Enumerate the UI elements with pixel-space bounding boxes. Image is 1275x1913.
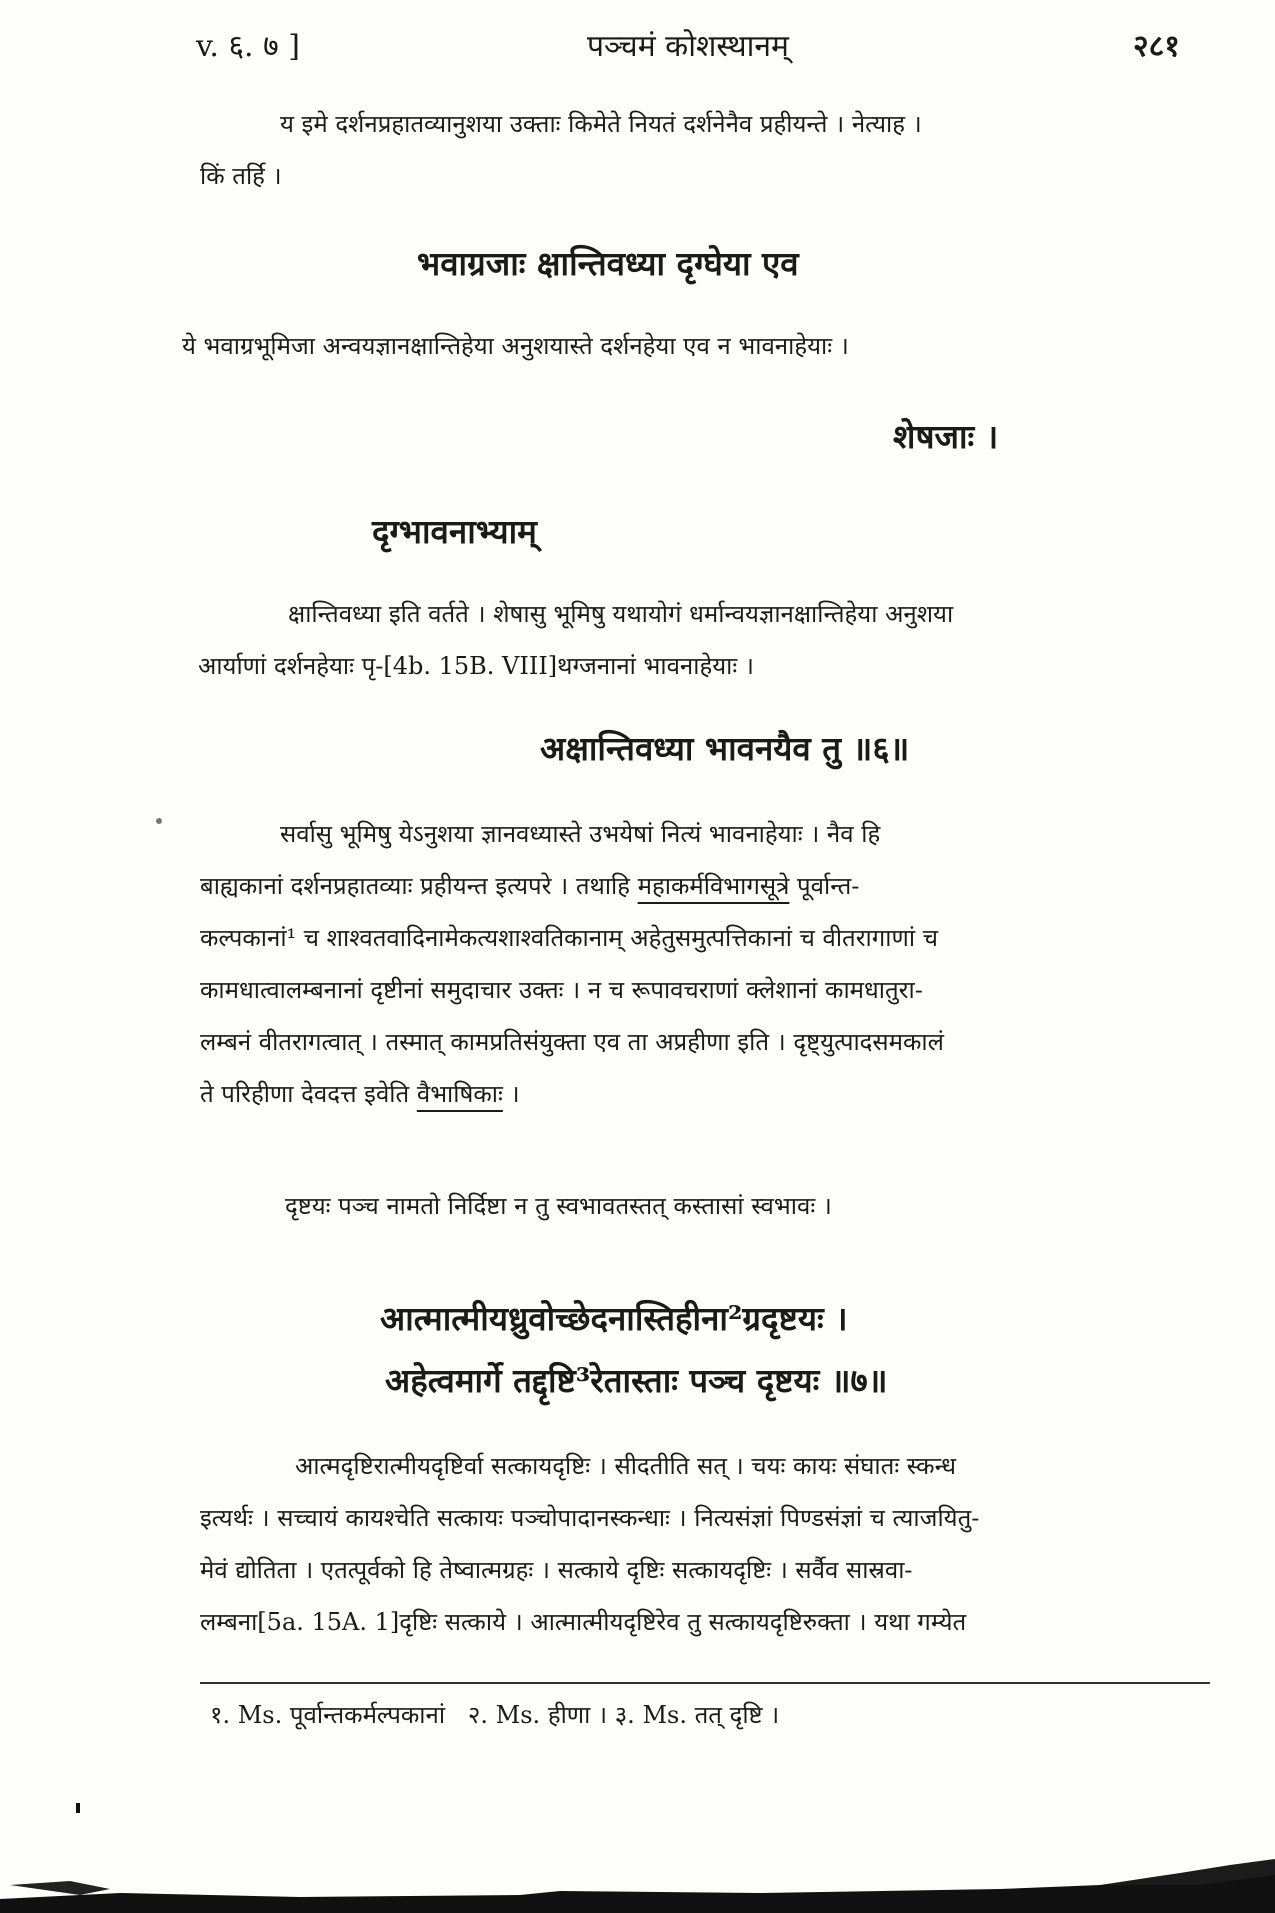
para3-line-4: कामधात्वालम्बनानां दृष्टीनां समुदाचार उक्तः । न च रूपावचराणां क्लेशानां कामधातुरा- <box>200 976 923 1004</box>
verse-bhavagraja: भवाग्रजाः क्षान्तिवध्या दृग्घेया एव <box>417 244 799 283</box>
para2-line-2: आर्याणां दर्शनहेयाः पृ-[4b. 15B. VIII]थग्जनानां भावनाहेयाः । <box>198 652 754 680</box>
vaibhashika-underlined: वैभाषिकाः <box>416 1080 503 1108</box>
intro-paragraph <box>200 98 1210 202</box>
header-section-ref: v. ६. ७ ] <box>196 29 300 64</box>
scan-edge-shadow <box>0 1855 1275 1913</box>
header-title: पञ्चमं कोशस्थानम् <box>587 29 789 64</box>
commentary-atmadrishti <box>200 1440 1210 1648</box>
commentary-drishtayah: दृष्टयः पञ्च नामतो निर्दिष्टा न तु स्वभावतस्तत् कस्तासां स्वभावः । <box>285 1192 832 1220</box>
verse5-line-1: आत्मात्मीयध्रुवोच्छेदनास्तिहीना²ग्रदृष्टयः । <box>380 1299 848 1338</box>
para3-line-5: लम्बनं वीतरागत्वात् । तस्मात् कामप्रतिसंयुक्ता एव ता अप्रहीणा इति । दृष्ट्युत्पादसमकालं <box>200 1028 944 1056</box>
sutra-title-underlined: महाकर्मविभागसूत्रे <box>637 872 790 900</box>
verse-drigbhavana: दृग्भावनाभ्याम् <box>372 512 537 551</box>
para5-line-1: आत्मदृष्टिरात्मीयदृष्टिर्वा सत्कायदृष्टिः । सीदतीति सत् । चयः कायः संघातः स्कन्ध <box>295 1452 956 1480</box>
scan-speck <box>76 1803 80 1813</box>
header-page-number: २८१ <box>1133 29 1180 64</box>
intro-line-1: य इमे दर्शनप्रहातव्यानुशया उक्ताः किमेते नियतं दर्शनेनैव प्रहीयन्ते । नेत्याह । <box>280 110 922 138</box>
para3-line-1: सर्वासु भूमिषु येऽनुशया ज्ञानवध्यास्ते उभयेषां नित्यं भावनाहेयाः । नैव हि <box>280 820 881 848</box>
verse-akshantivadhya: अक्षान्तिवध्या भावनयैव तु ॥६॥ <box>540 729 910 768</box>
verse-sheshajah: शेषजाः । <box>893 417 999 456</box>
para5-line-2: इत्यर्थः । सच्चायं कायश्चेति सत्कायः पञ्चोपादानस्कन्धाः । नित्यसंज्ञां पिण्डसंज्ञां च त्याजयितु- <box>200 1504 980 1532</box>
para3-line-6: ते परिहीणा देवदत्त इवेति वैभाषिकाः । <box>200 1080 520 1108</box>
footnotes: १. Ms. पूर्वान्तकर्मल्पकानां २. Ms. हीणा । ३. Ms. तत् दृष्टि । <box>210 1701 780 1729</box>
para3-line-2: बाह्यकानां दर्शनप्रहातव्याः प्रहीयन्त इत्यपरे । तथाहि महाकर्मविभागसूत्रे पूर्वान्त- <box>200 872 860 900</box>
footnote-rule <box>200 1682 1210 1684</box>
verse-atmatmiya <box>380 1288 887 1412</box>
scan-speck <box>156 818 162 824</box>
commentary-bhavagra: ये भवाग्रभूमिजा अन्वयज्ञानक्षान्तिहेया अनुशयास्ते दर्शनहेया एव न भावनाहेयाः । <box>182 332 849 360</box>
para5-line-4: लम्बना[5a. 15A. 1]दृष्टिः सत्काये । आत्मात्मीयदृष्टिरेव तु सत्कायदृष्टिरुक्ता । यथा गम्येत <box>200 1608 967 1636</box>
commentary-sarvasu-bhumishu <box>200 808 1205 1120</box>
para2-line-1: क्षान्तिवध्या इति वर्तते । शेषासु भूमिषु यथायोगं धर्मान्वयज्ञानक्षान्तिहेया अनुशया <box>288 600 954 628</box>
intro-line-2: किं तर्हि । <box>200 162 282 190</box>
commentary-kshantivadhya <box>198 588 1210 692</box>
verse5-line-2: अहेत्वमार्गे तद्दृष्टि³रेतास्ताः पञ्च दृष्टयः ॥७॥ <box>385 1361 888 1400</box>
para5-line-3: मेवं द्योतिता । एतत्पूर्वको हि तेष्वात्मग्रहः । सत्काये दृष्टिः सत्कायदृष्टिः । सर्वैव सास्रवा- <box>200 1556 913 1584</box>
para3-line-3: कल्पकानां¹ च शाश्वतवादिनामेकत्यशाश्वतिकानाम् अहेतुसमुत्पत्तिकानां च वीतरागाणां च <box>200 924 938 952</box>
